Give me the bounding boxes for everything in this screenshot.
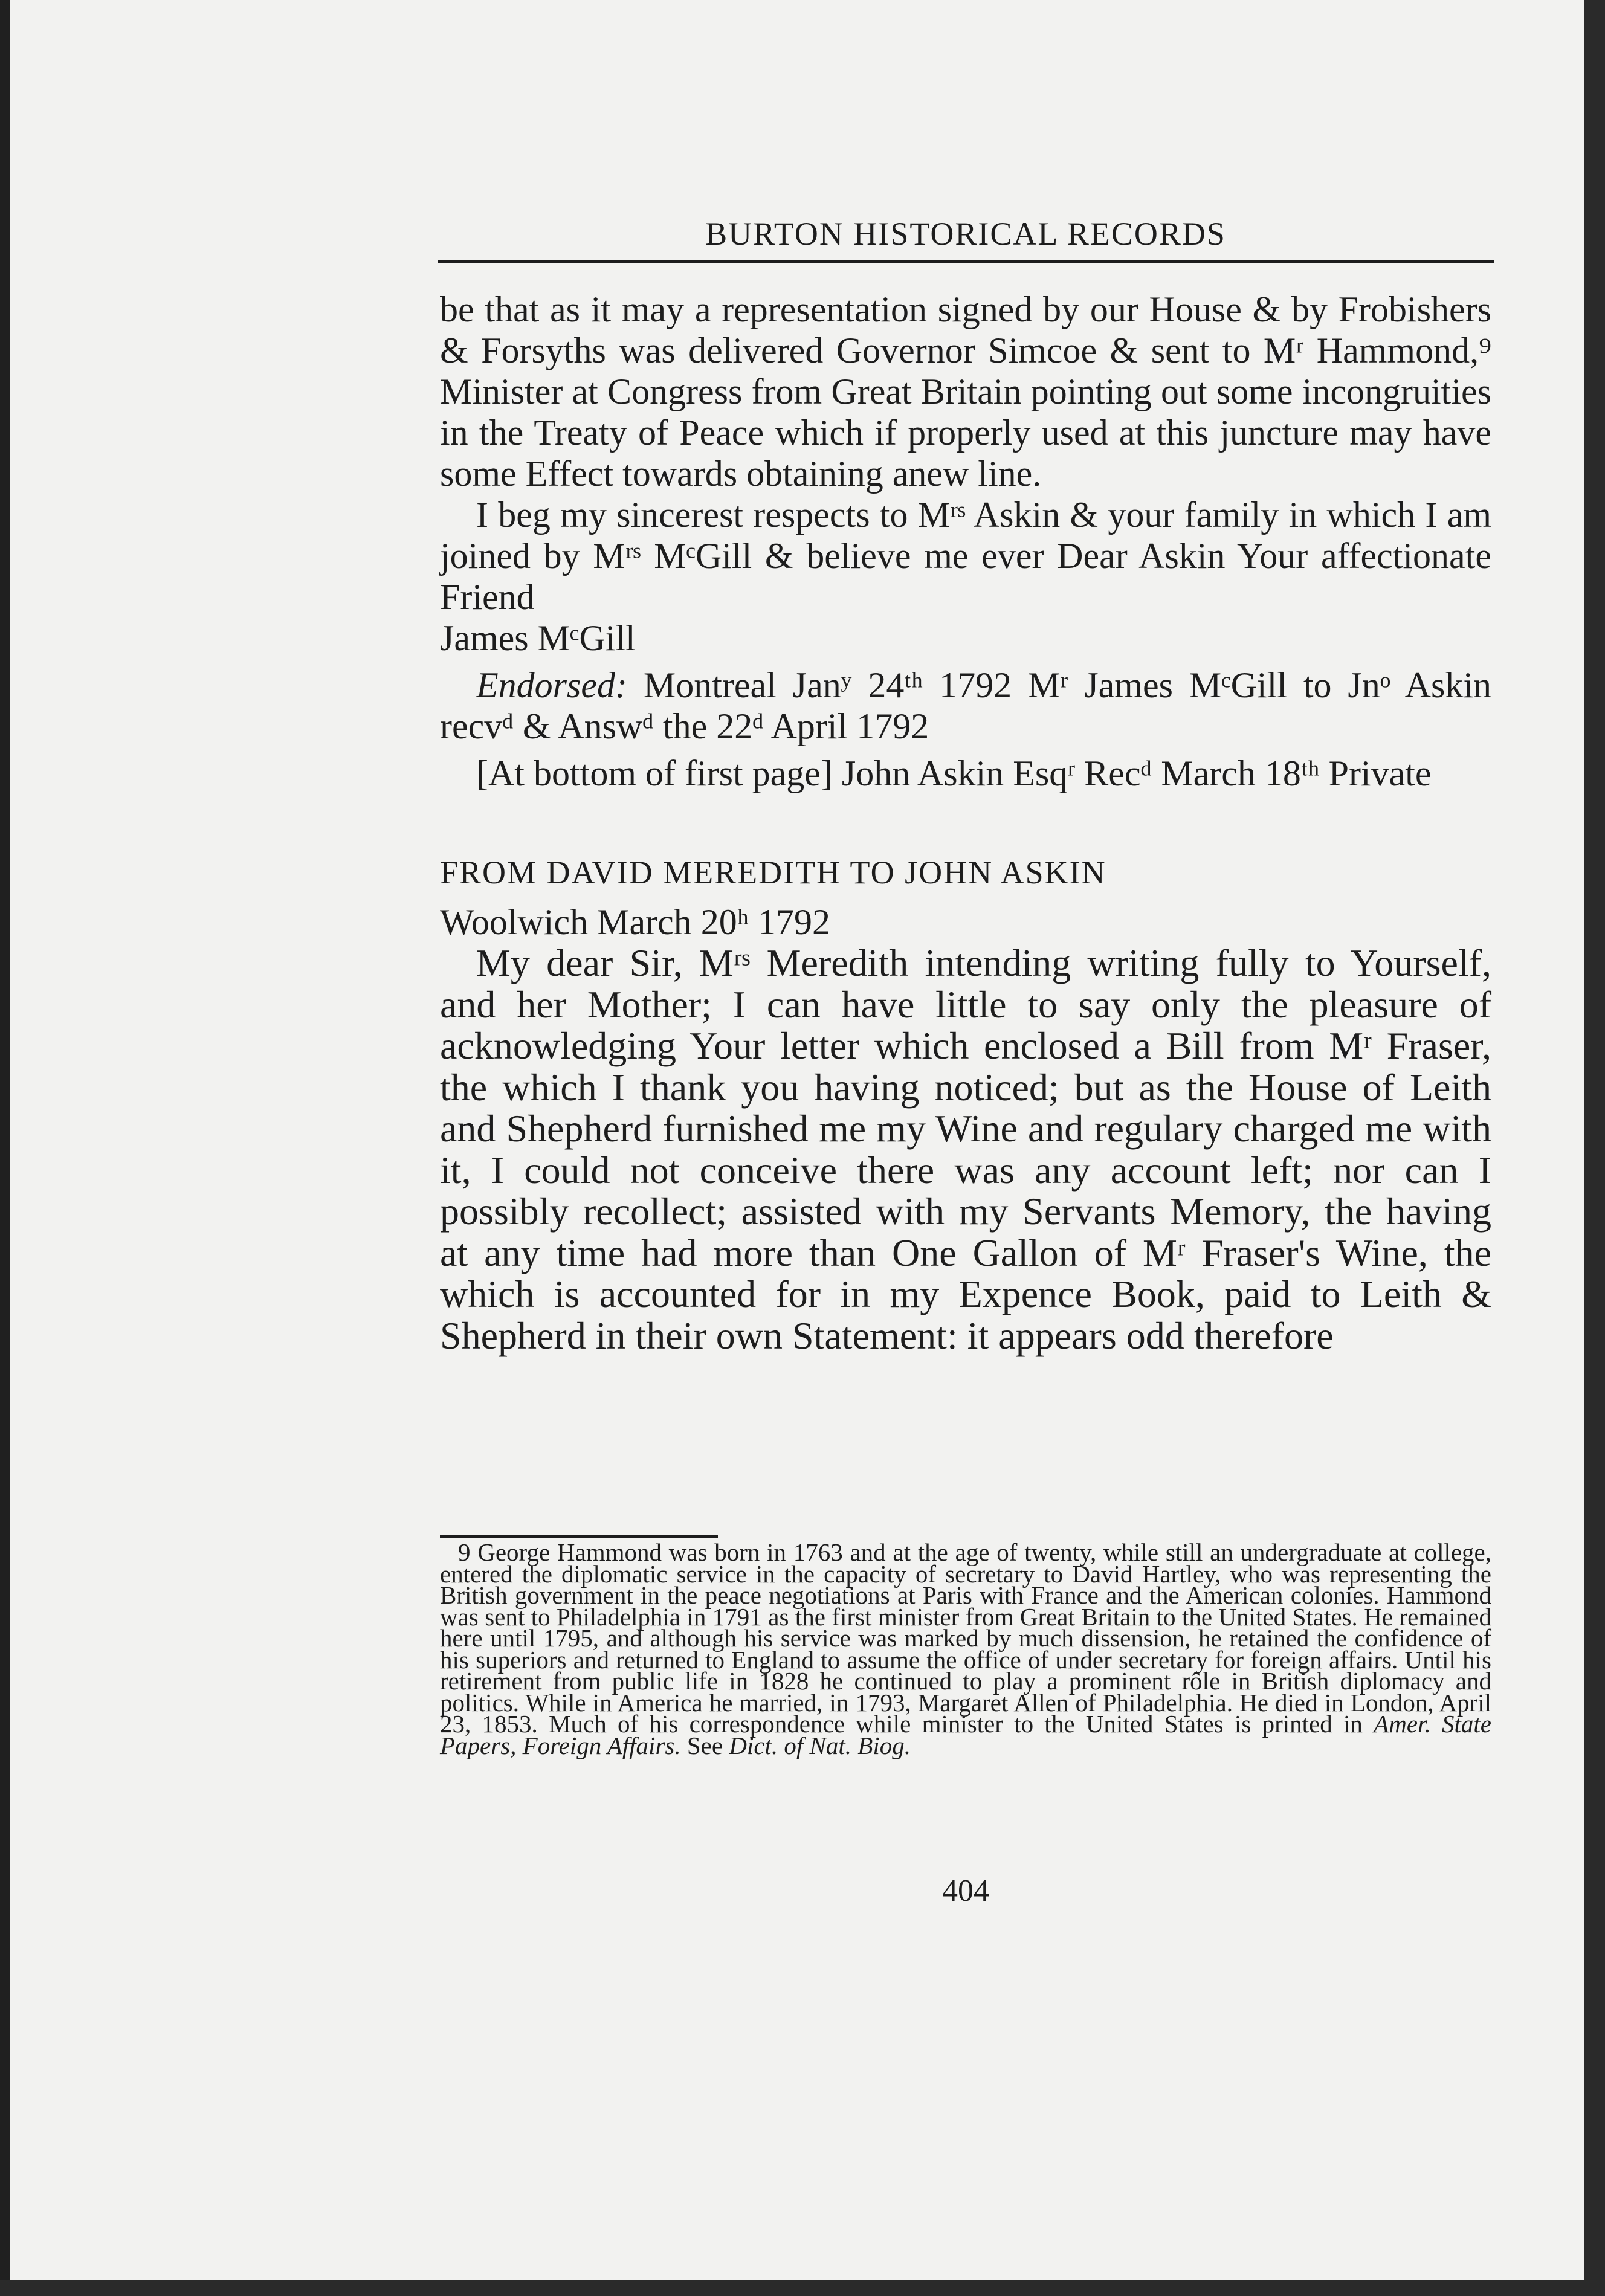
- letter1-signature: James MᶜGill: [440, 618, 636, 658]
- scan-bottom-edge: [0, 2280, 1605, 2296]
- running-head-rule: [438, 260, 1494, 263]
- endorsed-text: Montreal Janʸ 24ᵗʰ 1792 Mʳ James MᶜGill to Jnᵒ Askin recvᵈ & Answᵈ the 22ᵈ April 1792: [440, 665, 1491, 746]
- endorsed-label: Endorsed:: [476, 665, 627, 705]
- scan-left-edge: [0, 0, 10, 2296]
- footnote-source-1: Amer. State Papers, Foreign Affairs.: [440, 1710, 1491, 1759]
- letter1-endorsement: [440, 665, 1491, 747]
- letter2-title: FROM DAVID MEREDITH TO JOHN ASKIN: [440, 854, 1106, 891]
- page-number: 404: [942, 1874, 989, 1908]
- running-head: BURTON HISTORICAL RECORDS: [705, 216, 1226, 252]
- footnote-rule: [440, 1535, 718, 1538]
- letter1-paragraph-1: be that as it may a representation signed by our House & by Frobishers & Forsyths was delivered Governor Simcoe & sent to Mʳ Hammond,⁹ Minister at Congress from Great Britain pointing out some incongruities in the Treaty of Peace which if properly used at this juncture may have some Effect towards obtaining anew line.: [440, 289, 1491, 494]
- body-text: [440, 289, 1491, 1356]
- book-page: [10, 0, 1584, 2280]
- footnote-see: See: [680, 1731, 729, 1759]
- letter1-bottom-note: [At bottom of first page] John Askin Esqʳ Recᵈ March 18ᵗʰ Private: [476, 753, 1432, 793]
- footnote-text: 9 George Hammond was born in 1763 and at the age of twenty, while still an undergraduate at college, entered the diplomatic service in the capacity of secretary to David Hartley, who was representing the British government in the peace negotiations at Paris with France and the American colonies. Hammond was sent to Philadelphia in 1791 as the first minister from Great Britain to the United States. He remained here until 1795, and although his service was marked by much dissension, he retained the confidence of his superiors and returned to England to assume the office of under secretary for foreign affairs. Until his retirement from public life in 1828 he continued to play a prominent rôle in British diplomacy and politics. While in America he married, in 1793, Margaret Allen of Philadelphia. He died in London, April 23, 1853. Much of his correspondence while minister to the United States is printed in: [440, 1538, 1491, 1738]
- letter2-body: My dear Sir, Mʳˢ Meredith intending writing fully to Yourself, and her Mother; I can have little to say only the pleasure of acknowledging Your letter which enclosed a Bill from Mʳ Fraser, the which I thank you having noticed; but as the House of Leith and Shepherd furnished me my Wine and regulary charged me with it, I could not conceive there was any account left; nor can I possibly recollect; assisted with my Servants Memory, the having at any time had more than One Gallon of Mʳ Fraser's Wine, the which is accounted for in my Expence Book, paid to Leith & Shepherd in their own Statement: it appears odd therefore: [440, 941, 1491, 1357]
- footnote: [440, 1538, 1491, 1759]
- letter2-place-date: Woolwich March 20ʰ 1792: [440, 902, 830, 942]
- footnote-source-2: Dict. of Nat. Biog.: [729, 1731, 911, 1759]
- letter1-paragraph-2: I beg my sincerest respects to Mʳˢ Askin & your family in which I am joined by Mʳˢ MᶜGill & believe me ever Dear Askin Your affectionate Friend: [440, 495, 1491, 617]
- scan-right-edge: [1584, 0, 1605, 2296]
